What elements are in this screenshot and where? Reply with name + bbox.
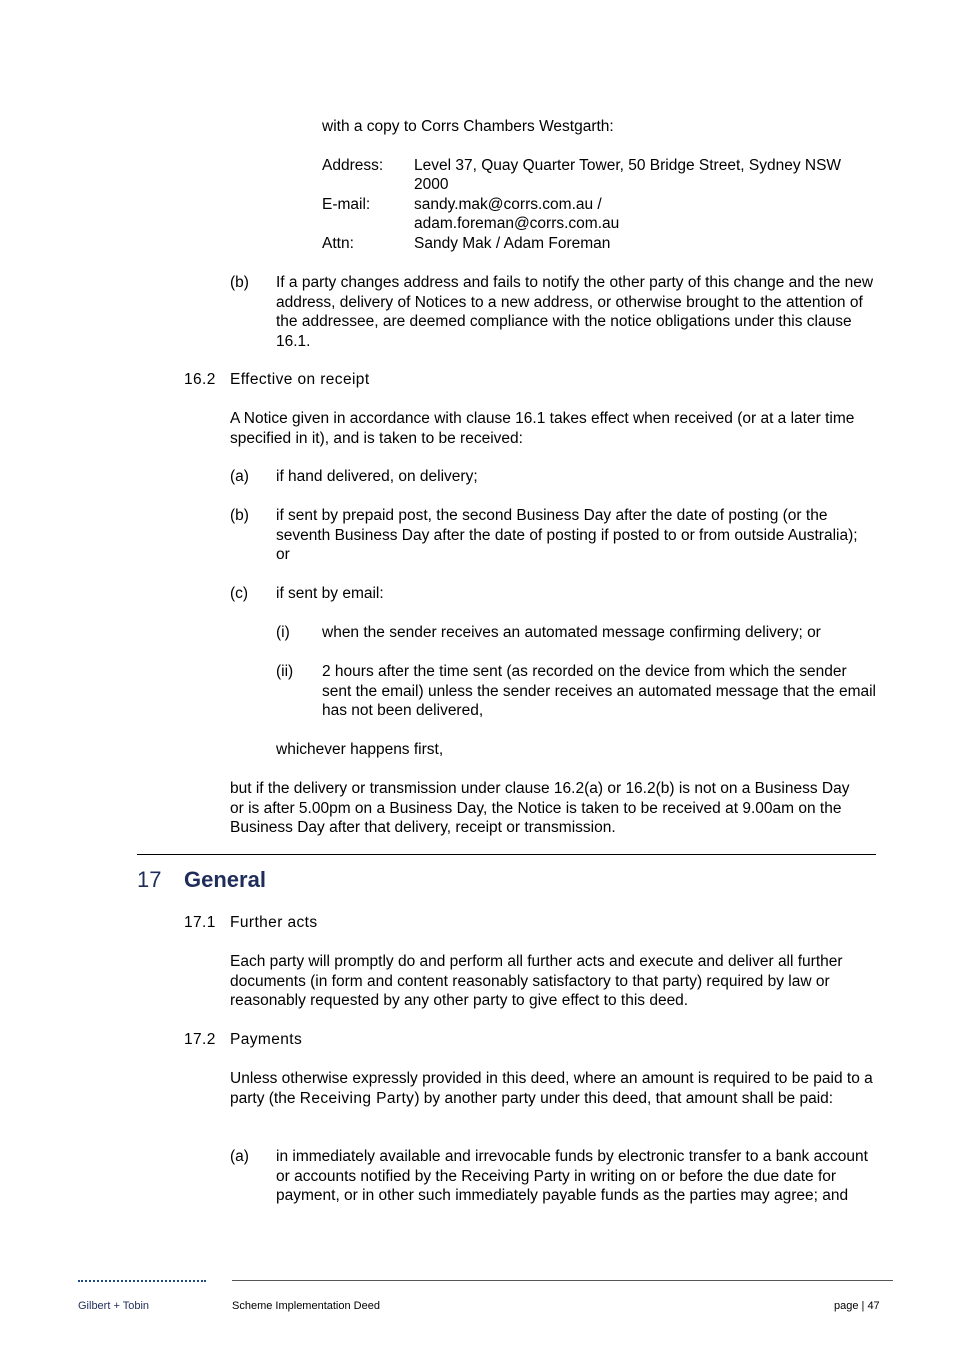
- address-label: Address:: [322, 157, 384, 174]
- clause-17-2-a-text: in immediately available and irrevocable funds by electronic transfer to a bank account or accounts notified by the Receiving Party in writing on or before the due date for payment, or in other such immediately payable funds as the parties may agree; and: [276, 1148, 868, 1204]
- clause-16-2-a-text: if hand delivered, on delivery;: [276, 468, 478, 485]
- clause-17-2-number: 17.2: [184, 1031, 216, 1048]
- clause-16-1-b-label: (b): [230, 274, 249, 291]
- footer-dotted-rule: [78, 1280, 206, 1282]
- attn-label: Attn:: [322, 235, 354, 252]
- clause-16-2-closing: but if the delivery or transmission under clause 16.2(a) or 16.2(b) is not on a Business Day or is after 5.00pm on a Business Day, the Notice is taken to be received at 9.00am on the Business Day after that delivery, receipt or transmission.: [230, 780, 850, 836]
- footer-firm: Gilbert + Tobin: [78, 1300, 150, 1312]
- clause-16-2-title: Effective on receipt: [230, 371, 370, 388]
- clause-17-2-title: Payments: [230, 1031, 303, 1048]
- clause-17-1-number: 17.1: [184, 914, 216, 931]
- section-17-title: General: [184, 867, 266, 892]
- clause-17-1-text: Each party will promptly do and perform all further acts and execute and deliver all further documents (in form and content reasonably satisfactory to that party) required by law or reasonably requested by any other party to give effect to this deed.: [230, 953, 843, 1009]
- clause-16-1-b-text: If a party changes address and fails to notify the other party of this change and the new address, delivery of Notices to a new address, or otherwise brought to the attention of the addressee, are deemed compliance with the notice obligations under this clause 16.1.: [276, 274, 874, 350]
- clause-16-2-c-ii-text: 2 hours after the time sent (as recorded on the device from which the sender sent the email) unless the sender receives an automated message that the email has not been delivered,: [322, 663, 877, 719]
- email-value-line2: adam.foreman@corrs.com.au: [414, 215, 620, 232]
- clause-16-2-b-label: (b): [230, 507, 249, 524]
- email-label: E-mail:: [322, 196, 371, 213]
- footer-rule: [232, 1280, 893, 1281]
- footer-document-title: Scheme Implementation Deed: [232, 1300, 380, 1312]
- clause-16-2-c-i-text: when the sender receives an automated message confirming delivery; or: [322, 624, 821, 641]
- email-value-line1: sandy.mak@corrs.com.au /: [414, 196, 602, 213]
- address-value-line2: 2000: [414, 176, 449, 193]
- attn-value: Sandy Mak / Adam Foreman: [414, 235, 611, 252]
- whichever-text: whichever happens first,: [276, 741, 444, 758]
- clause-16-2-c-text: if sent by email:: [276, 585, 384, 602]
- defined-term-receiving-party: Receiving Party: [299, 1089, 415, 1107]
- section-divider: [137, 854, 876, 855]
- clause-16-2-number: 16.2: [184, 371, 216, 388]
- clause-17-2-a-label: (a): [230, 1148, 249, 1165]
- section-17-number: 17: [137, 867, 162, 892]
- clause-16-2-c-i-label: (i): [276, 624, 290, 641]
- clause-16-2-c-label: (c): [230, 585, 249, 602]
- clause-16-2-intro: A Notice given in accordance with clause 16.1 takes effect when received (or at a later time specified in it), and is taken to be received:: [230, 410, 855, 447]
- footer-page-number: page | 47: [834, 1300, 880, 1312]
- clause-17-2-intro-before: Unless otherwise expressly provided in this deed, where an amount is required to be paid to a party (the: [230, 1070, 873, 1107]
- copy-intro: with a copy to Corrs Chambers Westgarth:: [322, 118, 614, 135]
- clause-17-2-intro-after: ) by another party under this deed, that amount shall be paid:: [414, 1089, 834, 1107]
- clause-16-2-a-label: (a): [230, 468, 249, 485]
- clause-16-2-c-ii-label: (ii): [276, 663, 294, 680]
- address-value-line1: Level 37, Quay Quarter Tower, 50 Bridge Street, Sydney NSW: [414, 157, 842, 174]
- clause-17-2-intro: [230, 1069, 876, 1108]
- clause-16-2-b-text: if sent by prepaid post, the second Business Day after the date of posting (or the seventh Business Day after the date of posting if posted to or from outside Australia); or: [276, 507, 858, 563]
- clause-17-1-title: Further acts: [230, 914, 318, 931]
